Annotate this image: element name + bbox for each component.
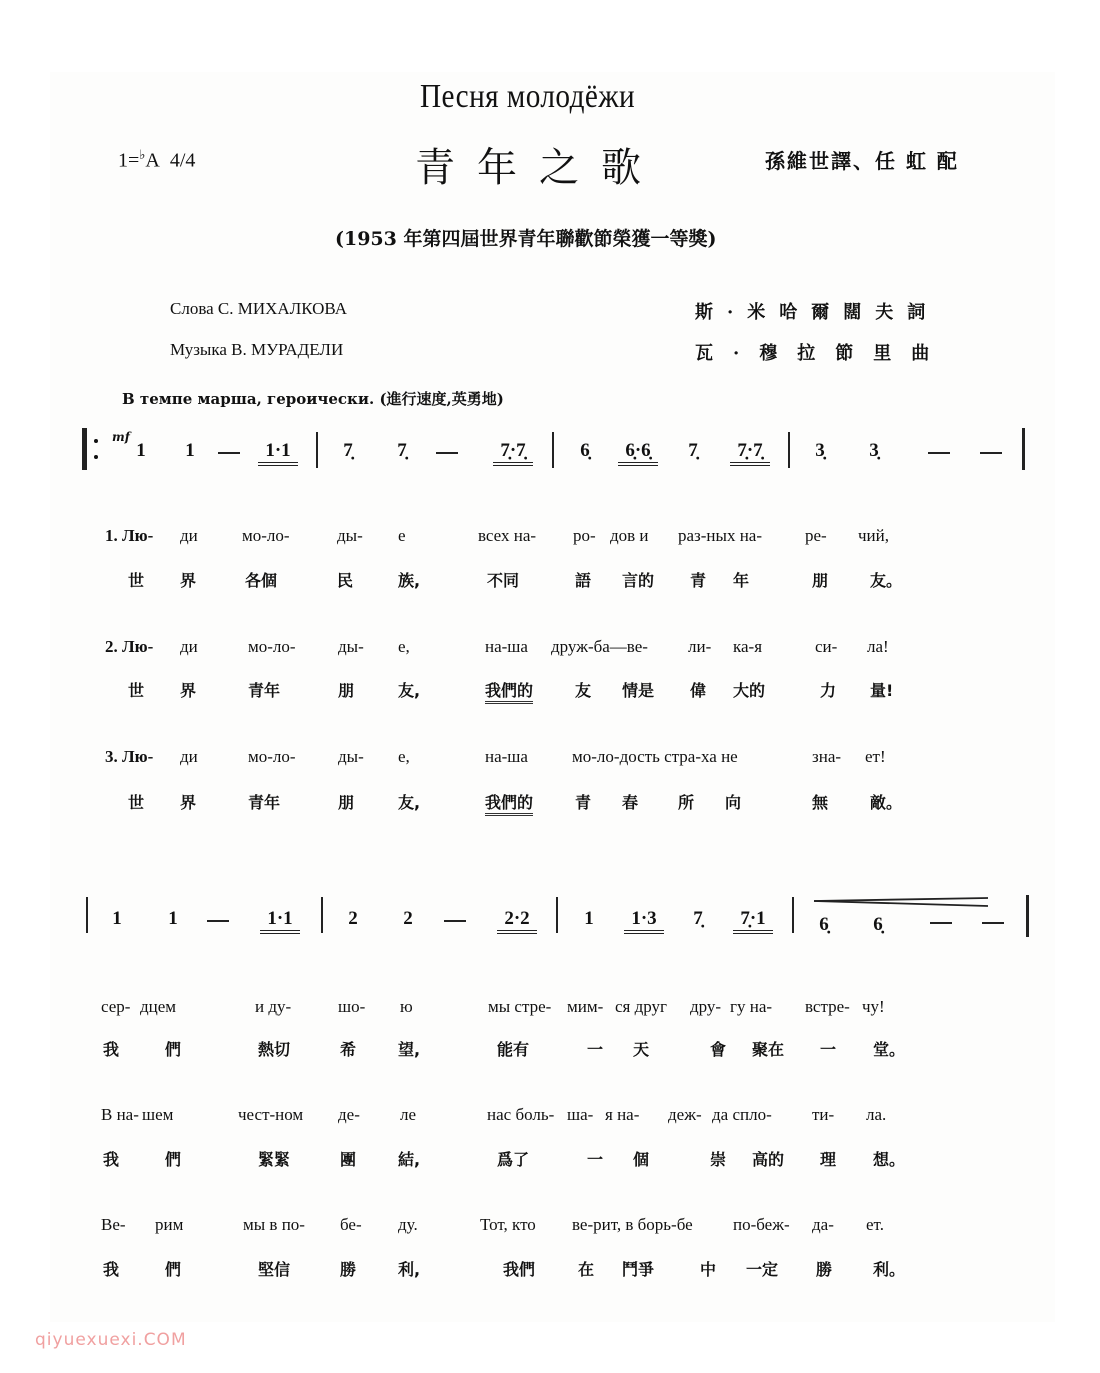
lyric-zh: 友,	[398, 793, 421, 812]
lyric-zh: 個	[633, 1150, 650, 1169]
lyric-zh: 會	[710, 1040, 727, 1059]
lyric-zh: 朋	[338, 681, 355, 700]
lyric-zh: 情是	[622, 681, 655, 700]
lyric-zh: 我	[103, 1040, 120, 1059]
lyric-zh: 青年	[248, 681, 281, 700]
note: 2	[348, 908, 358, 929]
translator-credit: 孫維世譯、任 虹 配	[765, 149, 959, 173]
lyric-zh: 敵。	[870, 793, 903, 812]
lyric-ru: встре-	[805, 997, 850, 1016]
flat-sign: ♭	[139, 147, 146, 162]
lyric-zh: 我	[103, 1150, 120, 1169]
lyric-ru: чест-ном	[238, 1105, 304, 1124]
lyric-ru: ся друг	[615, 997, 668, 1016]
lyric-zh: 世	[128, 681, 145, 700]
lyric-ru: ли-	[688, 637, 712, 656]
note-group: 7̣·1	[733, 908, 773, 934]
lyric-zh: 理	[820, 1150, 837, 1169]
lyric-zh: 爲了	[497, 1150, 530, 1169]
barline-end	[1022, 428, 1025, 470]
lyric-zh: 結,	[398, 1150, 421, 1169]
lyric-zh: 堅信	[258, 1260, 291, 1279]
lyric-zh: 界	[180, 681, 197, 700]
lyric-ru: шо-	[338, 997, 366, 1016]
lyric-zh: 友	[575, 681, 592, 700]
lyric-ru: да-	[812, 1215, 834, 1234]
lyric-ru: на-ша	[485, 637, 528, 656]
sustain-dash	[207, 920, 229, 922]
lyric-ru: Ве-	[101, 1215, 126, 1234]
sustain-dash	[982, 922, 1004, 924]
composer-ru: Музыка В. МУРАДЕЛИ	[170, 340, 344, 359]
lyric-zh: 勝	[816, 1260, 833, 1279]
lyric-ru: ла.	[866, 1105, 887, 1124]
lyric-zh: 春	[622, 793, 639, 812]
lyric-ru: деж-	[668, 1105, 702, 1124]
lyric-ru: дру-	[690, 997, 722, 1016]
repeat-dot	[94, 439, 98, 443]
lyric-zh: 各個	[245, 571, 278, 590]
lyric-ru: мим-	[567, 997, 604, 1016]
lyric-ru: чу!	[862, 997, 885, 1016]
note: 7̣	[688, 440, 698, 461]
lyric-zh: 勝	[340, 1260, 357, 1279]
lyric-zh: 大的	[733, 681, 766, 700]
lyricist-ru: Слова С. МИХАЛКОВА	[170, 299, 347, 318]
score-page	[50, 72, 1055, 1322]
note-group: 7̣·7̣	[730, 440, 770, 466]
crescendo-hairpin-icon	[812, 897, 992, 911]
note: 6̣	[819, 914, 829, 935]
barline	[321, 897, 323, 933]
lyric-zh: 量!	[870, 681, 894, 700]
note-group: 1·1	[260, 908, 300, 934]
lyricist-zh: 斯·米哈爾闊夫詞	[695, 302, 940, 323]
lyric-ru: ти-	[812, 1105, 835, 1124]
lyric-ru: ка-я	[733, 637, 763, 656]
lyric-zh: 族,	[398, 571, 421, 590]
note-group: 1·3	[624, 908, 664, 934]
sustain-dash	[436, 452, 458, 454]
sustain-dash	[980, 452, 1002, 454]
lyric-ru: друж-ба—ве-	[551, 637, 648, 656]
sustain-dash	[930, 922, 952, 924]
lyric-ru: ве-рит, в борь-бе	[572, 1215, 693, 1234]
note: 2	[403, 908, 413, 929]
note: 1	[168, 908, 178, 929]
note: 1	[136, 440, 146, 461]
lyric-ru: де-	[338, 1105, 360, 1124]
lyric-ru: е	[398, 526, 406, 545]
barline	[556, 897, 558, 933]
lyric-ru: ю	[400, 997, 413, 1016]
lyric-zh: 朋	[812, 571, 829, 590]
lyric-zh: 天	[633, 1040, 650, 1059]
lyric-ru: рим	[155, 1215, 184, 1234]
note: 3̣	[815, 440, 825, 461]
note: 7̣	[397, 440, 407, 461]
lyric-ru: мы стре-	[488, 997, 552, 1016]
lyric-zh: 友,	[398, 681, 421, 700]
composer-zh: 瓦·穆拉節里曲	[695, 343, 950, 364]
lyric-ru: ет.	[866, 1215, 884, 1234]
lyric-zh: 言的	[622, 571, 655, 590]
lyric-ru: ша-	[567, 1105, 594, 1124]
barline	[316, 432, 318, 468]
lyric-ru: я на-	[605, 1105, 640, 1124]
lyric-ru: зна-	[812, 747, 842, 766]
lyric-zh: 界	[180, 793, 197, 812]
title-russian: Песня молодёжи	[420, 78, 636, 115]
lyric-ru: е,	[398, 637, 410, 656]
lyric-zh: 崇	[710, 1150, 727, 1169]
note: 6̣	[580, 440, 590, 461]
time-signature: 4/4	[169, 149, 196, 172]
key-signature	[118, 147, 195, 173]
lyric-ru: ду.	[398, 1215, 418, 1234]
note: 3̣	[869, 440, 879, 461]
note-group: 6̣·6̣	[618, 440, 658, 466]
barline	[792, 897, 794, 933]
lyric-zh: 不同	[487, 571, 520, 590]
key-prefix: 1=	[118, 149, 140, 172]
lyric-ru: да спло-	[712, 1105, 772, 1124]
lyric-zh: 青	[690, 571, 707, 590]
lyric-zh: 中	[700, 1260, 717, 1279]
lyric-zh: 緊緊	[258, 1150, 291, 1169]
lyric-ru: шем	[142, 1105, 174, 1124]
lyric-zh: 團	[340, 1150, 357, 1169]
lyric-zh: 力	[820, 681, 837, 700]
lyric-zh: 們	[165, 1040, 182, 1059]
lyric-zh: 無	[812, 793, 829, 812]
lyric-ru: бе-	[340, 1215, 362, 1234]
lyric-zh: 利。	[873, 1260, 906, 1279]
tempo-marking: В темпе марша, героически. (進行速度,英勇地)	[122, 390, 504, 408]
lyric-ru: гу на-	[730, 997, 773, 1016]
lyric-ru: дов и	[610, 526, 649, 545]
lyric-zh: 一定	[746, 1260, 779, 1279]
lyric-zh: 我	[103, 1260, 120, 1279]
lyric-zh: 界	[180, 571, 197, 590]
sustain-dash	[218, 452, 240, 454]
sustain-dash	[444, 920, 466, 922]
lyric-zh: 朋	[338, 793, 355, 812]
lyric-ru: мо-ло-дость стра-ха не	[572, 747, 738, 766]
lyric-zh: 一	[820, 1040, 837, 1059]
lyric-zh-underlined: 我們的	[485, 790, 533, 816]
barline	[86, 897, 88, 933]
barline	[788, 432, 790, 468]
lyric-zh: 在	[578, 1260, 595, 1279]
title-chinese: 青年之歌	[415, 145, 663, 191]
lyric-ru: ре-	[805, 526, 827, 545]
lyric-ru: ды-	[337, 526, 363, 545]
lyric-zh: 語	[575, 571, 592, 590]
dynamic-mf: mf	[112, 430, 130, 444]
lyric-zh: 堂。	[873, 1040, 906, 1059]
lyric-ru: дцем	[140, 997, 177, 1016]
lyric-ru: ды-	[338, 637, 364, 656]
lyric-ru: 1. Лю-	[105, 526, 154, 545]
lyric-ru: е,	[398, 747, 410, 766]
lyric-zh: 青	[575, 793, 592, 812]
lyric-ru: ла!	[867, 637, 889, 656]
note: 7̣	[343, 440, 353, 461]
lyric-zh: 熱切	[258, 1040, 291, 1059]
lyric-ru: ди	[180, 526, 198, 545]
repeat-dot	[94, 455, 98, 459]
lyric-ru: на-ша	[485, 747, 528, 766]
barline-end	[1026, 895, 1029, 937]
lyric-ru: раз-ных на-	[678, 526, 762, 545]
sustain-dash	[928, 452, 950, 454]
key-letter: A	[145, 149, 160, 172]
lyric-ru: 2. Лю-	[105, 637, 154, 656]
lyric-ru: ды-	[338, 747, 364, 766]
lyric-ru: 3. Лю-	[105, 747, 154, 766]
note: 1	[584, 908, 594, 929]
lyric-ru: Тот, кто	[480, 1215, 536, 1234]
lyric-ru: чий,	[858, 526, 889, 545]
repeat-start-barline	[82, 428, 87, 470]
lyric-zh: 一	[587, 1040, 604, 1059]
lyric-ru: си-	[815, 637, 838, 656]
lyric-zh: 們	[165, 1150, 182, 1169]
lyric-zh: 們	[165, 1260, 182, 1279]
lyric-zh: 友。	[870, 571, 903, 590]
lyric-zh: 一	[587, 1150, 604, 1169]
barline	[552, 432, 554, 468]
award-subtitle: (1953 年第四屆世界青年聯歡節榮獲一等獎)	[335, 228, 717, 250]
lyric-ru: мо-ло-	[248, 747, 296, 766]
lyric-zh: 所	[678, 793, 695, 812]
lyric-ru: нас боль-	[487, 1105, 555, 1124]
lyric-zh: 希	[340, 1040, 357, 1059]
lyric-ru: ет!	[865, 747, 886, 766]
lyric-zh: 能有	[497, 1040, 530, 1059]
lyric-zh: 鬥爭	[622, 1260, 655, 1279]
lyric-zh: 年	[733, 571, 750, 590]
lyric-ru: по-беж-	[733, 1215, 790, 1234]
lyric-zh: 世	[128, 571, 145, 590]
lyric-zh: 想。	[873, 1150, 906, 1169]
lyric-ru: ле	[400, 1105, 417, 1124]
lyric-zh: 偉	[690, 681, 707, 700]
lyric-ru: и ду-	[255, 997, 292, 1016]
lyric-ru: ро-	[573, 526, 596, 545]
note-group: 1·1	[258, 440, 298, 466]
lyric-zh: 民	[337, 571, 354, 590]
note: 6̣	[873, 914, 883, 935]
lyric-zh: 我們	[503, 1260, 536, 1279]
lyric-zh: 向	[725, 793, 742, 812]
lyric-ru: мо-ло-	[248, 637, 296, 656]
lyric-zh: 聚在	[752, 1040, 785, 1059]
lyric-zh-underlined: 我們的	[485, 678, 533, 704]
lyric-zh: 青年	[248, 793, 281, 812]
lyric-ru: мы в по-	[243, 1215, 305, 1234]
lyric-zh: 利,	[398, 1260, 421, 1279]
lyric-zh: 望,	[398, 1040, 421, 1059]
note: 7̣	[693, 908, 703, 929]
lyric-ru: всех на-	[478, 526, 537, 545]
note: 1	[185, 440, 195, 461]
lyric-ru: ди	[180, 747, 198, 766]
note: 1	[112, 908, 122, 929]
note-group: 7̣·7̣	[493, 440, 533, 466]
lyric-zh: 世	[128, 793, 145, 812]
lyric-ru: мо-ло-	[242, 526, 290, 545]
lyric-ru: В на-	[101, 1105, 139, 1124]
lyric-zh: 高的	[752, 1150, 785, 1169]
note-group: 2·2	[497, 908, 537, 934]
lyric-ru: ди	[180, 637, 198, 656]
site-watermark: qiyuexuexi.COM	[35, 1330, 187, 1350]
lyric-ru: сер-	[101, 997, 131, 1016]
